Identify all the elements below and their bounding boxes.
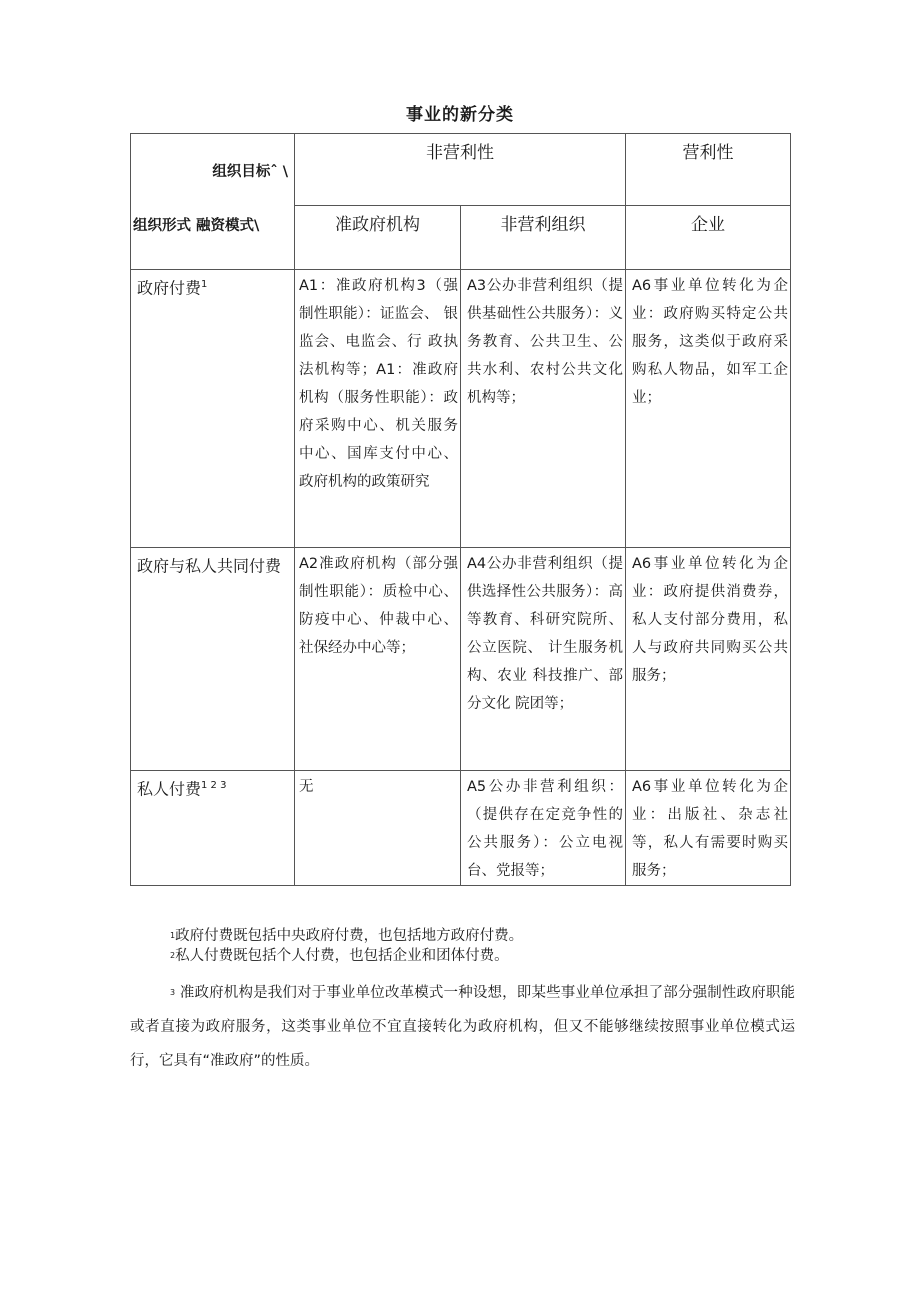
org-form-funding-label: 组织形式 融资模式\ — [133, 218, 260, 234]
header-profit: 营利性 — [626, 134, 791, 206]
header-nonprofit: 非营利性 — [295, 134, 626, 206]
table-cell: 无 — [295, 771, 461, 886]
table-row — [131, 270, 791, 548]
table-row — [131, 548, 791, 771]
document-title: 事业的新分类 — [406, 105, 514, 125]
diagonal-header-cell — [131, 134, 295, 270]
table-cell: A6事业单位转化为企业：出版社、杂志社等，私人有需要时购买服务； — [626, 771, 791, 886]
table-row — [131, 771, 791, 886]
header-npo: 非营利组织 — [461, 206, 626, 270]
table-cell: A6事业单位转化为企业：政府提供消费券，私人支付部分费用，私人与政府共同购买公共服务； — [626, 548, 791, 771]
header-quasi-gov: 准政府机构 — [295, 206, 461, 270]
classification-table — [130, 133, 791, 886]
org-goal-label: 组织目标ˆ \ — [212, 164, 288, 180]
footnote-1: 1政府付费既包括中央政府付费，也包括地方政府付费。 — [170, 928, 524, 944]
table-cell: A5公办非营利组织：（提供存在定竞争性的公共服务）：公立电视台、党报等； — [461, 771, 626, 886]
row-label: 私人付费$^{1 2 3}$ — [131, 771, 295, 886]
table-cell: A3公办非营利组织（提供基础性公共服务）：义务教育、公共卫生、公共水利、农村公共文化机构等； — [461, 270, 626, 548]
row-label: 政府付费$^1$ — [131, 270, 295, 548]
header-enterprise: 企业 — [626, 206, 791, 270]
table-cell: A6事业单位转化为企业：政府购买特定公共服务，这类似于政府采购私人物品，如军工企业； — [626, 270, 791, 548]
footnote-2: 2私人付费既包括个人付费，也包括企业和团体付费。 — [170, 948, 509, 964]
table-cell: A4公办非营利组织（提供选择性公共服务）：高等教育、科研究院所、公立医院、 计生服务机构、农业 科技推广、部分文化 院团等； — [461, 548, 626, 771]
table-cell: A1：准政府机构3（强 制性职能）：证监会、 银监会、电监会、行 政执法机构等；A1：准政府机构（服务性职能）：政府采购中心、机关服务中心、国库支付中心、政府机构的政策研究 — [295, 270, 461, 548]
footnote-3: 3 准政府机构是我们对于事业单位改革模式一种设想，即某些事业单位承担了部分强制性政府职能或者直接为政府服务，这类事业单位不宜直接转化为政府机构，但又不能够继续按照事业单位模式运行，它具有“准政府”的性质。 — [130, 985, 795, 1069]
row-label: 政府与私人共同付费 — [131, 548, 295, 771]
table-cell: A2准政府机构（部分强制性职能）：质检中心、防疫中心、仲裁中心、社保经办中心等； — [295, 548, 461, 771]
